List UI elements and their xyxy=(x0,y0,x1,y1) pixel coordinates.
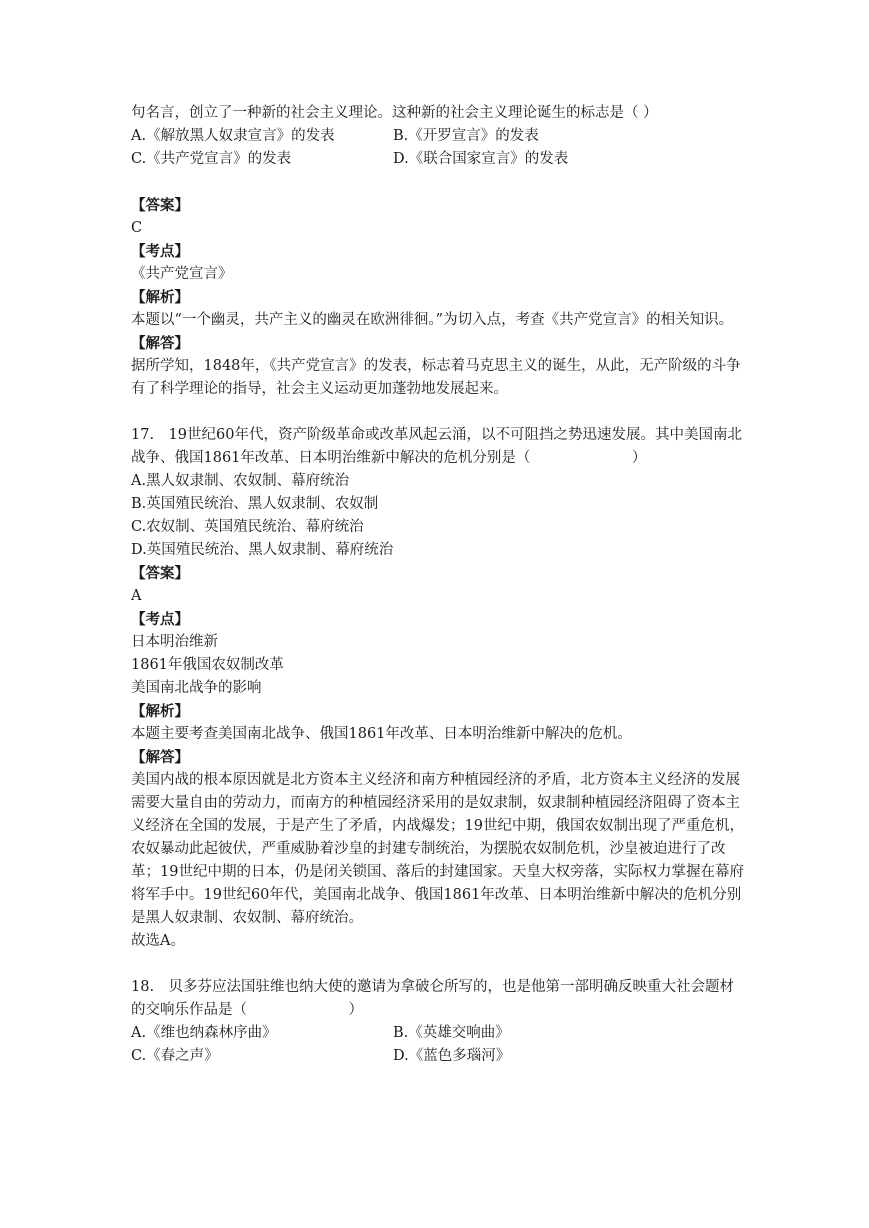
q16-solution: 据所学知，1848年，《共产党宣言》的发表，标志着马克思主义的诞生，从此，无产阶级的斗争有了科学理论的指导，社会主义运动更加蓬勃地发展起来。 xyxy=(131,358,741,397)
q16-options-row-1 xyxy=(131,125,746,148)
spacer xyxy=(131,401,746,424)
q17-answer: A xyxy=(131,588,142,604)
q16-option-b: B.《开罗宣言》的发表 xyxy=(393,128,539,144)
q17-solution: 美国内战的根本原因就是北方资本主义经济和南方种植园经济的矛盾，北方资本主义经济的发展需要大量自由的劳动力，而南方的种植园经济采用的是奴隶制，奴隶制种植园经济阻碍了资本主义经济在全国的发展，于是产生了矛盾，内战爆发；19世纪中期，俄国农奴制出现了严重危机，农奴暴动此起彼伏，严重威胁着沙皇的封建专制统治，为摆脱农奴制危机，沙皇被迫进行了改革；19世纪中期的日本，仍是闭关锁国、落后的封建国家。天皇大权旁落，实际权力掌握在幕府将军手中。19世纪60年代，美国南北战争、俄国1861年改革、日本明治维新中解决的危机分别是黑人奴隶制、农奴制、幕府统治。 xyxy=(131,772,744,926)
q16-analysis-header: 【解析】 xyxy=(131,289,189,306)
q17-option-c: C.农奴制、英国殖民统治、幕府统治 xyxy=(131,519,364,535)
q18-options-row-1 xyxy=(131,1022,746,1045)
spacer xyxy=(131,953,746,976)
q17-point-3: 美国南北战争的影响 xyxy=(131,680,262,696)
q16-point-header: 【考点】 xyxy=(131,243,189,260)
q16-answer-header: 【答案】 xyxy=(131,197,189,214)
q16-option-d: D.《联合国家宣言》的发表 xyxy=(393,151,569,167)
q18-option-d: D.《蓝色多瑙河》 xyxy=(393,1048,511,1064)
spacer xyxy=(131,171,746,194)
q17-point-1: 日本明治维新 xyxy=(131,634,218,650)
q16-options-row-2 xyxy=(131,148,746,171)
q16-point-1: 《共产党宣言》 xyxy=(131,266,233,282)
q18-options-row-2 xyxy=(131,1045,746,1068)
q16-stem-tail: 句名言，创立了一种新的社会主义理论。这种新的社会主义理论诞生的标志是（ ） xyxy=(131,105,658,121)
q17-point-header: 【考点】 xyxy=(131,611,189,628)
q18-option-c: C.《春之声》 xyxy=(131,1048,219,1064)
q17-analysis-header: 【解析】 xyxy=(131,703,189,720)
q16-solution-header: 【解答】 xyxy=(131,335,189,352)
q17-answer-header: 【答案】 xyxy=(131,565,189,582)
q17-option-a: A.黑人奴隶制、农奴制、幕府统治 xyxy=(131,473,350,489)
q17-solution-header: 【解答】 xyxy=(131,749,189,766)
q17-stem: 17. 19世纪60年代，资产阶级革命或改革风起云涌，以不可阻挡之势迅速发展。其中美国南北战争、俄国1861年改革、日本明治维新中解决的危机分别是（ ） xyxy=(131,427,742,466)
exam-page xyxy=(131,102,746,1068)
q17-option-b: B.英国殖民统治、黑人奴隶制、农奴制 xyxy=(131,496,379,512)
q16-analysis: 本题以“一个幽灵，共产主义的幽灵在欧洲徘徊。”为切入点，考查《共产党宣言》的相关知识。 xyxy=(131,312,734,328)
q18-option-a: A.《维也纳森林序曲》 xyxy=(131,1025,277,1041)
q18-option-b: B.《英雄交响曲》 xyxy=(393,1025,510,1041)
q16-answer: C xyxy=(131,220,143,236)
q17-analysis: 本题主要考查美国南北战争、俄国1861年改革、日本明治维新中解决的危机。 xyxy=(131,726,632,742)
q18-stem: 18. 贝多芬应法国驻维也纳大使的邀请为拿破仑所写的，也是他第一部明确反映重大社会题材的交响乐作品是（ ） xyxy=(131,979,735,1018)
q16-option-c: C.《共产党宣言》的发表 xyxy=(131,151,292,167)
q17-option-d: D.英国殖民统治、黑人奴隶制、幕府统治 xyxy=(131,542,394,558)
q17-point-2: 1861年俄国农奴制改革 xyxy=(131,657,284,673)
q17-conclusion: 故选A。 xyxy=(131,933,185,949)
q16-option-a: A.《解放黑人奴隶宣言》的发表 xyxy=(131,128,335,144)
